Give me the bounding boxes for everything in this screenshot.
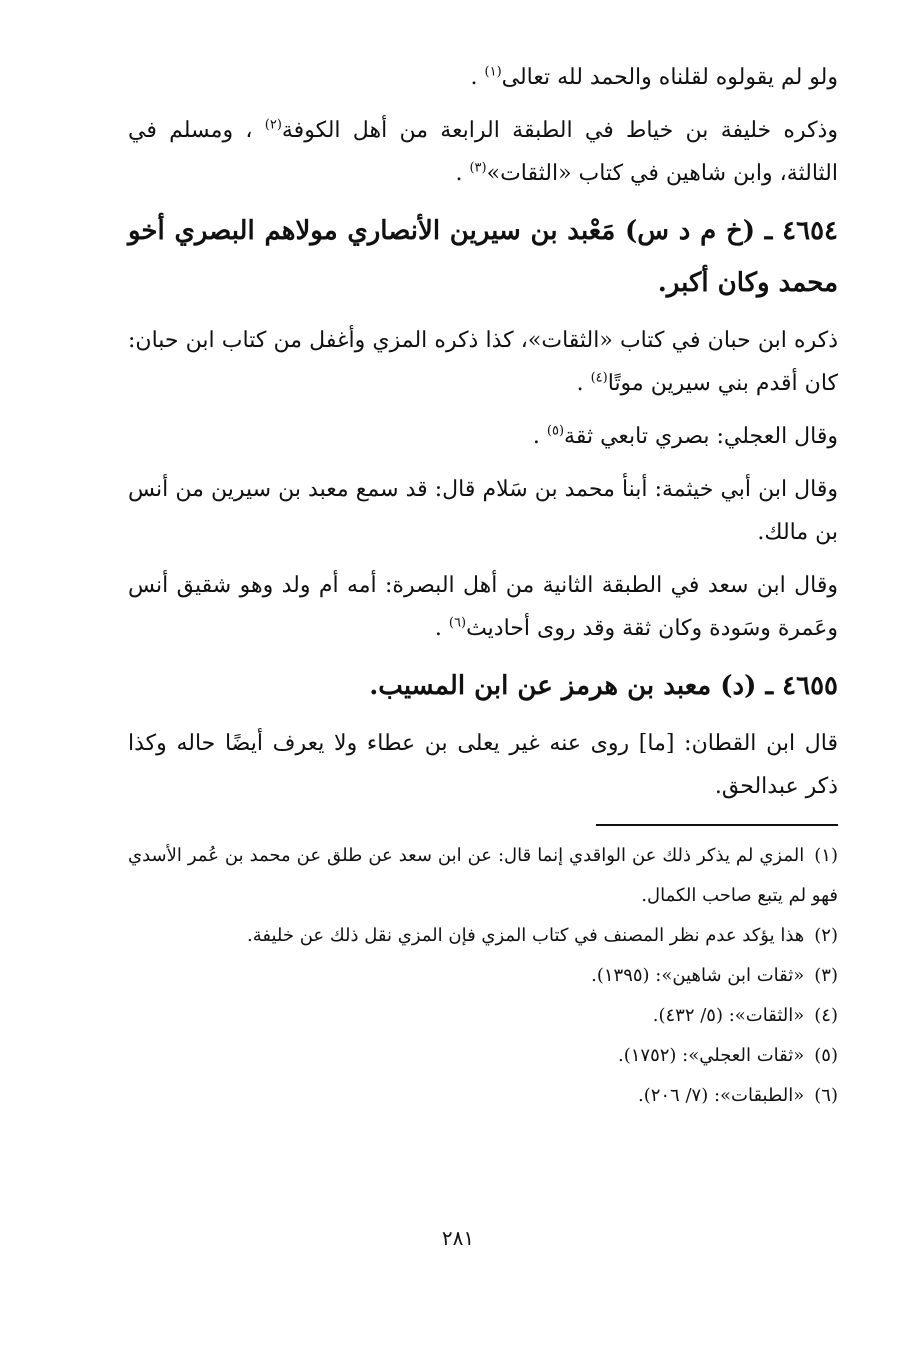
footnotes	[128, 836, 838, 1116]
footnote-divider	[596, 824, 838, 826]
footnote-number: (٥)	[814, 1045, 838, 1066]
footnote-ref[interactable]: (٦)	[448, 615, 467, 631]
paragraph	[128, 564, 838, 650]
entry-heading-4655: ٤٦٥٥ ـ (د) معبد بن هرمز عن ابن المسيب.	[369, 671, 838, 701]
paragraph-text: وقال العجلي: بصري تابعي ثقة	[564, 424, 838, 449]
paragraph	[128, 319, 838, 405]
paragraph-text: وقال ابن سعد في الطبقة الثانية من أهل البصرة: أمه أم ولد وهو شقيق أنس وعَمرة وسَودة وكان ثقة وقد روى أحاديث	[128, 573, 838, 641]
page-number: ٢٨١	[441, 1226, 475, 1250]
footnote	[128, 836, 838, 916]
footnote-ref[interactable]: (١)	[484, 64, 502, 80]
footnote-number: (٣)	[814, 965, 838, 986]
footnote	[128, 996, 838, 1036]
paragraph-text: .	[532, 424, 547, 449]
main-text	[128, 56, 838, 818]
paragraph: قال ابن القطان: [ما] روى عنه غير يعلى بن عطاء ولا يعرف أيضًا حاله وكذا ذكر عبدالحق.	[128, 731, 838, 799]
paragraph-text: .	[455, 161, 470, 186]
entry-heading-4654: ٤٦٥٤ ـ (خ م د س) مَعْبد بن سيرين الأنصاري مولاهم البصري أخو محمد وكان أكبر.	[128, 216, 838, 298]
footnote-number: (٤)	[814, 1005, 838, 1026]
paragraph	[128, 56, 838, 99]
paragraph	[128, 109, 838, 195]
footnote-text: «ثقات العجلي»: (١٧٥٢).	[617, 1045, 805, 1066]
paragraph-text: وذكره خليفة بن خياط في الطبقة الرابعة من أهل الكوفة	[281, 118, 838, 143]
paragraph: وقال ابن أبي خيثمة: أبنأ محمد بن سَلام قال: قد سمع معبد بن سيرين من أنس بن مالك.	[128, 477, 838, 545]
paragraph-text: ذكره ابن حبان في كتاب «الثقات»، كذا ذكره المزي وأغفل من كتاب ابن حبان: كان أقدم بني سيرين موتًا	[128, 328, 838, 396]
paragraph-text: .	[576, 371, 591, 396]
footnote-ref[interactable]: (٣)	[469, 160, 487, 176]
paragraph-text: .	[434, 616, 449, 641]
footnote-text: «الطبقات»: (٧/ ٢٠٦).	[637, 1085, 805, 1106]
paragraph-text: ولو لم يقولوه لقلناه والحمد لله تعالى	[501, 65, 838, 90]
footnote	[128, 956, 838, 996]
paragraph-text: ، ومسلم في الثالثة، وابن شاهين في كتاب «الثقات»	[128, 118, 838, 186]
footnote-number: (٦)	[814, 1085, 838, 1106]
footnote-text: المزي لم يذكر ذلك عن الواقدي إنما قال: عن ابن سعد عن طلق عن محمد بن عُمر الأسدي فهو لم يتبع صاحب الكمال.	[128, 845, 838, 906]
footnote	[128, 1036, 838, 1076]
paragraph-text: .	[470, 65, 485, 90]
footnote-ref[interactable]: (٢)	[264, 117, 282, 133]
footnote-ref[interactable]: (٥)	[546, 423, 565, 439]
footnote	[128, 916, 838, 956]
footnote-text: «ثقات ابن شاهين»: (١٣٩٥).	[591, 965, 805, 986]
footnote-text: هذا يؤكد عدم نظر المصنف في كتاب المزي فإن المزي نقل ذلك عن خليفة.	[246, 925, 805, 946]
footnote-number: (٢)	[814, 925, 838, 946]
footnote	[128, 1076, 838, 1116]
footnote-text: «الثقات»: (٥/ ٤٣٢).	[652, 1005, 805, 1026]
paragraph	[128, 415, 838, 458]
footnote-ref[interactable]: (٤)	[590, 370, 608, 386]
footnote-number: (١)	[814, 845, 838, 866]
